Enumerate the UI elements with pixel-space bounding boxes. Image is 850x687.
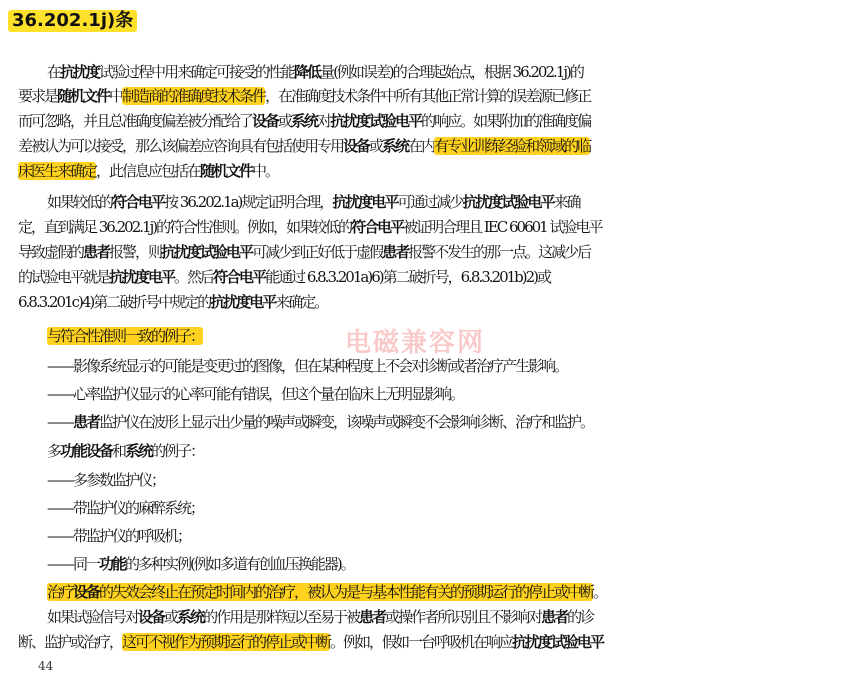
term: 设备 [343,137,370,155]
term: 系统 [382,137,409,155]
list-item [0,411,850,434]
text: 6.8.3.201c)4)第二破折号中规定的 [18,293,211,311]
text: 被证明合理且 IEC 60601 试验电平 [403,218,602,236]
term: 降低 [294,63,321,81]
para2-line-3 [0,241,850,264]
term: 抗扰度电平 [210,293,276,311]
text: 在 [47,63,61,81]
text: ，在准确度技术条件中所有其他正常计算的误差源已修正 [265,87,591,105]
term: 抗扰度试验电平 [330,112,422,130]
text: ——心率监护仪显示的心率可能有错误，但这个量在临床上无明显影响。 [47,385,464,403]
term: 抗扰度电平 [332,193,398,211]
term: 设备 [138,608,165,626]
text: ——影像系统显示的可能是变更过的图像，但在某种程度上不会对诊断或者治疗产生影响。 [47,357,568,375]
page-number: 44 [38,659,54,673]
text: 的失效会终止在预定时间内的治疗，被认为是与基本性能有关的预期运行的停止或中断 [99,583,594,601]
text: 按 36.202.1a)规定证明合理， [164,193,333,211]
text: 的响应。如果附加的准确度偏 [421,112,591,130]
term: 设备 [73,583,100,601]
text: 或 [369,137,383,155]
text: 断、监护或治疗， [18,633,123,651]
text: 要求是 [18,87,58,105]
term: 功能 [99,555,126,573]
highlighted-text: 有专业训练经验和领域的临 [434,137,591,155]
text: 可通过减少 [397,193,463,211]
para2-line-5 [0,291,850,314]
term: 设备 [252,112,279,130]
term: 系统 [125,442,152,460]
text: 差被认为可以接受，那么该偏差应咨询具有包括使用专用 [18,137,344,155]
text: 治疗 [47,583,74,601]
text: 来确 [553,193,580,211]
text: 能通过 6.8.3.201a)6)第二破折号，6.8.3.201b)2)或 [265,268,551,286]
text: 和 [112,442,126,460]
text: 来确定。 [275,293,328,311]
list-item [0,383,850,406]
para2-line-1 [0,191,850,214]
text: 的作用是那样短以至易于被 [203,608,360,626]
text: 的例子： [151,442,204,460]
text: 或 [164,608,178,626]
text: 如果试验信号对 [47,608,139,626]
highlighted-text: 与符合性准则一致的例子： [47,327,204,345]
para2-line-2 [0,216,850,239]
text: 定，直到满足 36.202.1j)的符合性准则。例如，如果较低的 [18,218,352,236]
term: 抗扰度电平 [109,268,175,286]
text: 。然后 [174,268,214,286]
watermark: 电磁兼容网 [345,328,486,358]
text: 导致虚假的 [18,243,84,261]
para1-line-2 [0,85,850,108]
term: 患者 [359,608,386,626]
term: 患者 [83,243,110,261]
text: 在内 [408,137,435,155]
text: 。例如，假如一台呼吸机在响应 [330,633,513,651]
term: 设备 [86,442,113,460]
list-item [0,553,850,576]
text: 而可忽略，并且总准确度偏差被分配给了 [18,112,253,130]
text: —— [47,413,73,431]
highlighted-text: 这可不视作为预期运行的停止或中断 [122,633,331,651]
para2-line-4 [0,266,850,289]
term: 符合电平 [112,193,165,211]
text: 中。 [252,162,279,180]
highlighted-text [47,583,593,601]
clause-heading: 36.202.1j)条 [8,10,137,32]
highlighted-text: 制造商的准确度技术条件 [122,87,266,105]
text: ——多参数监护仪； [47,471,165,489]
para1-line-4 [0,135,850,158]
para1-line-3 [0,110,850,133]
para4-line-2 [0,631,850,654]
para3-line [0,581,850,604]
examples-multifunction-title [0,440,850,463]
text: 多 [47,442,61,460]
text: 或操作者所识别且不影响对 [385,608,542,626]
term: 患者 [541,608,568,626]
term: 系统 [177,608,204,626]
text: 报警，则 [109,243,162,261]
term: 患者 [382,243,409,261]
text: ——同一 [47,555,100,573]
text: 的诊 [567,608,594,626]
term: 抗扰度 [60,63,100,81]
text: 的多种实例(例如多道有创血压换能器)。 [125,555,354,573]
term: 功能 [60,442,87,460]
term: 抗扰度试验电平 [512,633,604,651]
term: 系统 [291,112,318,130]
text: ——带监护仪的麻醉系统； [47,499,204,517]
text: 中 [109,87,123,105]
term: 随机文件 [57,87,110,105]
text: 。 [593,583,607,601]
list-item [0,497,850,520]
text: 试验过程中用来确定可接受的性能 [99,63,295,81]
list-item [0,469,850,492]
term: 符合电平 [213,268,266,286]
text: 的试验电平就是 [18,268,110,286]
para1-line-5 [0,160,850,183]
term: 抗扰度试验电平 [462,193,554,211]
term: 符合电平 [351,218,404,236]
text: ，此信息应包括在 [96,162,201,180]
text: 报警不发生的那一点。这减少后 [408,243,591,261]
text: 量(例如误差)的合理起始点，根据 36.202.1j)的 [320,63,583,81]
text: ——带监护仪的呼吸机； [47,527,191,545]
para4-line-1 [0,606,850,629]
text: 监护仪在波形上显示出少量的噪声或瞬变，该噪声或瞬变不会影响诊断、治疗和监护。 [99,413,594,431]
term: 随机文件 [200,162,253,180]
text: 可减少到正好低于虚假 [252,243,383,261]
list-item [0,525,850,548]
text: 对 [317,112,331,130]
highlighted-text: 床医生来确定 [18,162,97,180]
term: 患者 [73,413,100,431]
para1-line-1 [0,61,850,84]
text: 或 [278,112,292,130]
text: 如果较低的 [47,193,113,211]
term: 抗扰度试验电平 [161,243,253,261]
